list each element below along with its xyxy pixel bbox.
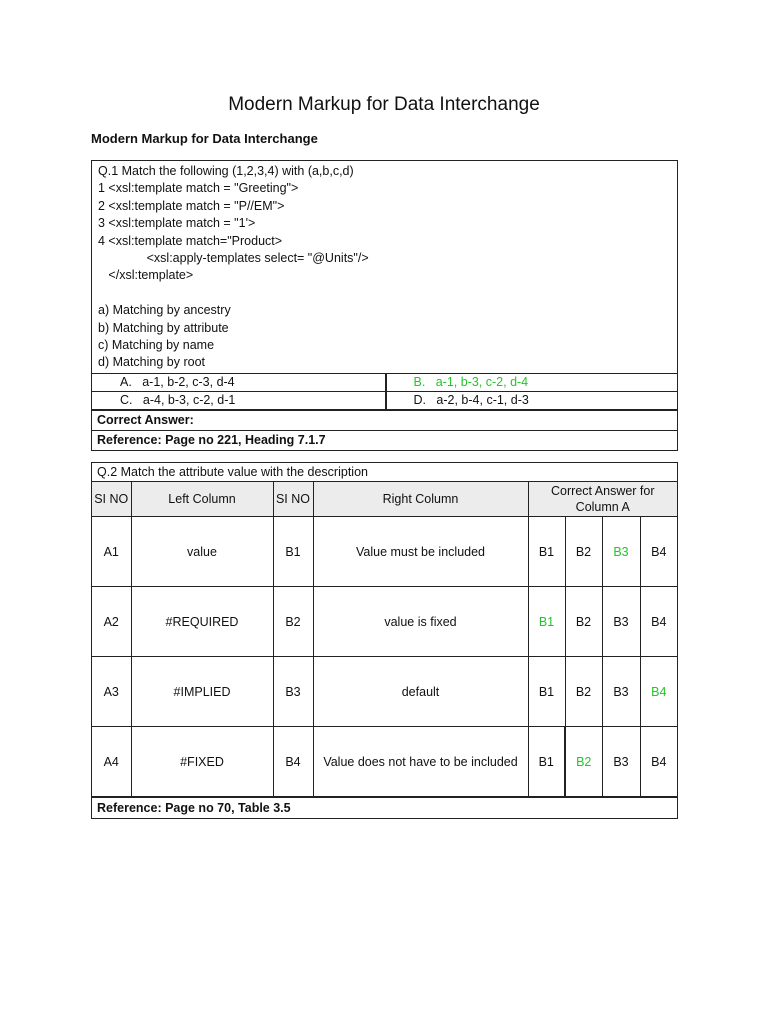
row-id-a: A4 — [92, 727, 131, 797]
question-1-box — [91, 160, 678, 451]
answer-choice: B2 — [565, 657, 602, 727]
option-a: A. a-1, b-2, c-3, d-4 — [120, 374, 235, 389]
table-row — [92, 587, 677, 657]
left-value: #REQUIRED — [131, 587, 273, 657]
row-id-a: A3 — [92, 657, 131, 727]
question-1-text — [92, 161, 677, 373]
q1-line: c) Matching by name — [98, 338, 215, 353]
page-title: Modern Markup for Data Interchange — [228, 94, 540, 115]
q1-reference: Reference: Page no 221, Heading 7.1.7 — [92, 430, 677, 450]
answer-choice: B3 — [602, 587, 640, 657]
table-row — [92, 657, 677, 727]
section-subtitle: Modern Markup for Data Interchange — [91, 131, 318, 146]
answer-choice-correct: B4 — [640, 657, 677, 727]
row-id-a: A1 — [92, 517, 131, 587]
header-correct-answer: Correct Answer for Column A — [528, 482, 677, 517]
left-value: #IMPLIED — [131, 657, 273, 727]
header-sl-left: SI NO — [92, 482, 131, 517]
option-b-correct: B. a-1, b-3, c-2, d-4 — [413, 374, 529, 389]
question-2-title: Q.2 Match the attribute value with the description — [92, 463, 677, 482]
row-id-b: B1 — [273, 517, 313, 587]
answer-choice: B4 — [640, 587, 677, 657]
q1-blank-line — [98, 285, 671, 302]
answer-choice-correct: B2 — [565, 727, 602, 797]
q1-line: 3 <xsl:template match = "1'> — [98, 216, 256, 231]
left-value: #FIXED — [131, 727, 273, 797]
q1-line: d) Matching by root — [98, 355, 205, 370]
answer-choice: B1 — [528, 727, 565, 797]
answer-choice: B2 — [565, 587, 602, 657]
option-c: C. a-4, b-3, c-2, d-1 — [92, 391, 385, 409]
option-d: D. a-2, b-4, c-1, d-3 — [387, 391, 678, 409]
table-row — [92, 517, 677, 587]
answer-choice: B3 — [602, 657, 640, 727]
matching-table — [92, 482, 677, 797]
answer-choice: B1 — [528, 657, 565, 727]
answer-choice: B4 — [640, 517, 677, 587]
correct-answer-label: Correct Answer: — [92, 409, 677, 430]
question-2-box — [91, 462, 678, 819]
q1-line: <xsl:apply-templates select= "@Units"/> — [98, 251, 369, 266]
q1-line: </xsl:template> — [98, 268, 194, 283]
row-id-b: B3 — [273, 657, 313, 727]
header-sl-right: SI NO — [273, 482, 313, 517]
right-value: Value must be included — [313, 517, 528, 587]
row-id-a: A2 — [92, 587, 131, 657]
left-value: value — [131, 517, 273, 587]
q1-options — [92, 373, 677, 409]
header-right-column: Right Column — [313, 482, 528, 517]
table-row — [92, 727, 677, 797]
answer-choice: B4 — [640, 727, 677, 797]
answer-choice: B2 — [565, 517, 602, 587]
q1-options-left — [92, 374, 385, 409]
answer-choice-correct: B1 — [528, 587, 565, 657]
header-left-column: Left Column — [131, 482, 273, 517]
right-value: default — [313, 657, 528, 727]
row-id-b: B2 — [273, 587, 313, 657]
q1-line: 4 <xsl:template match="Product> — [98, 233, 283, 248]
right-value: Value does not have to be included — [313, 727, 528, 797]
q1-line: b) Matching by attribute — [98, 320, 229, 335]
right-value: value is fixed — [313, 587, 528, 657]
row-id-b: B4 — [273, 727, 313, 797]
answer-choice: B3 — [602, 727, 640, 797]
q1-line: 2 <xsl:template match = "P//EM"> — [98, 198, 285, 213]
q1-line: Q.1 Match the following (1,2,3,4) with (a,b,c,d) — [98, 164, 354, 178]
q1-line: 1 <xsl:template match = "Greeting"> — [98, 181, 299, 196]
q1-options-right — [385, 374, 678, 409]
answer-choice: B1 — [528, 517, 565, 587]
q1-line: a) Matching by ancestry — [98, 303, 231, 318]
answer-choice-correct: B3 — [602, 517, 640, 587]
q2-reference: Reference: Page no 70, Table 3.5 — [92, 797, 677, 818]
